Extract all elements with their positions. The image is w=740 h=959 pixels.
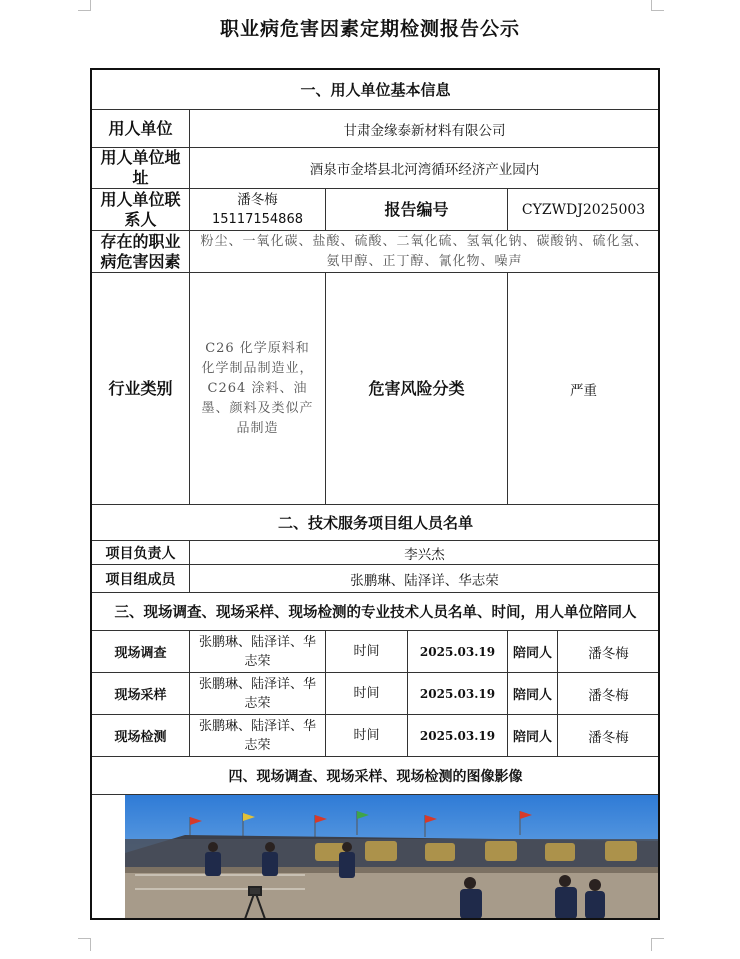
members-label: 项目组成员 [92, 565, 190, 593]
survey-staff: 张鹏琳、陆泽详、华志荣 [190, 631, 326, 673]
risk-value: 严重 [508, 273, 660, 505]
industry-label: 行业类别 [92, 273, 190, 505]
section2-heading: 二、技术服务项目组人员名单 [92, 505, 660, 541]
contact-phone: 15117154868 [212, 211, 303, 227]
page-title: 职业病危害因素定期检测报告公示 [219, 18, 520, 40]
address-value: 酒泉市金塔县北河湾循环经济产业园内 [190, 148, 660, 189]
sampling-companion: 潘冬梅 [558, 673, 660, 715]
employer-label: 用人单位 [92, 110, 190, 148]
survey-label: 现场调查 [92, 631, 190, 673]
testing-companion-label: 陪同人 [508, 715, 558, 757]
crop-mark-top-right [651, 0, 664, 11]
address-label: 用人单位地址 [92, 148, 190, 189]
crop-mark-top-left [78, 0, 91, 11]
sampling-label: 现场采样 [92, 673, 190, 715]
crop-mark-bottom-left [78, 938, 91, 951]
report-no-value: CYZWDJ2025003 [508, 189, 660, 231]
survey-time-label: 时间 [326, 631, 408, 673]
risk-label: 危害风险分类 [326, 273, 508, 505]
testing-label: 现场检测 [92, 715, 190, 757]
hazards-value: 粉尘、一氧化碳、盐酸、硫酸、二氧化硫、氢氧化钠、碳酸钠、硫化氢、氨甲醇、正丁醇、氰化物、噪声 [190, 231, 660, 273]
leader-value: 李兴杰 [190, 541, 660, 565]
sampling-date: 2025.03.19 [408, 673, 508, 715]
hazards-label: 存在的职业病危害因素 [92, 231, 190, 273]
members-value: 张鹏琳、陆泽详、华志荣 [190, 565, 660, 593]
survey-companion: 潘冬梅 [558, 631, 660, 673]
sampling-companion-label: 陪同人 [508, 673, 558, 715]
contact-label: 用人单位联系人 [92, 189, 190, 231]
sampling-time-label: 时间 [326, 673, 408, 715]
testing-date: 2025.03.19 [408, 715, 508, 757]
testing-staff: 张鹏琳、陆泽详、华志荣 [190, 715, 326, 757]
section4-heading: 四、现场调查、现场采样、现场检测的图像影像 [92, 757, 660, 795]
section1-heading: 一、用人单位基本信息 [92, 70, 660, 110]
employer-value: 甘肃金缘泰新材料有限公司 [190, 110, 660, 148]
report-no-label: 报告编号 [326, 189, 508, 231]
contact-name: 潘冬梅 [237, 191, 278, 208]
crop-mark-bottom-right [651, 938, 664, 951]
sampling-staff: 张鹏琳、陆泽详、华志荣 [190, 673, 326, 715]
table-frame [90, 68, 660, 920]
testing-companion: 潘冬梅 [558, 715, 660, 757]
section3-heading: 三、现场调查、现场采样、现场检测的专业技术人员名单、时间，用人单位陪同人 [92, 593, 660, 631]
survey-date: 2025.03.19 [408, 631, 508, 673]
testing-time-label: 时间 [326, 715, 408, 757]
industry-value: C26 化学原料和化学制品制造业，C264 涂料、油墨、颜料及类似产品制造 [190, 273, 326, 505]
leader-label: 项目负责人 [92, 541, 190, 565]
survey-companion-label: 陪同人 [508, 631, 558, 673]
